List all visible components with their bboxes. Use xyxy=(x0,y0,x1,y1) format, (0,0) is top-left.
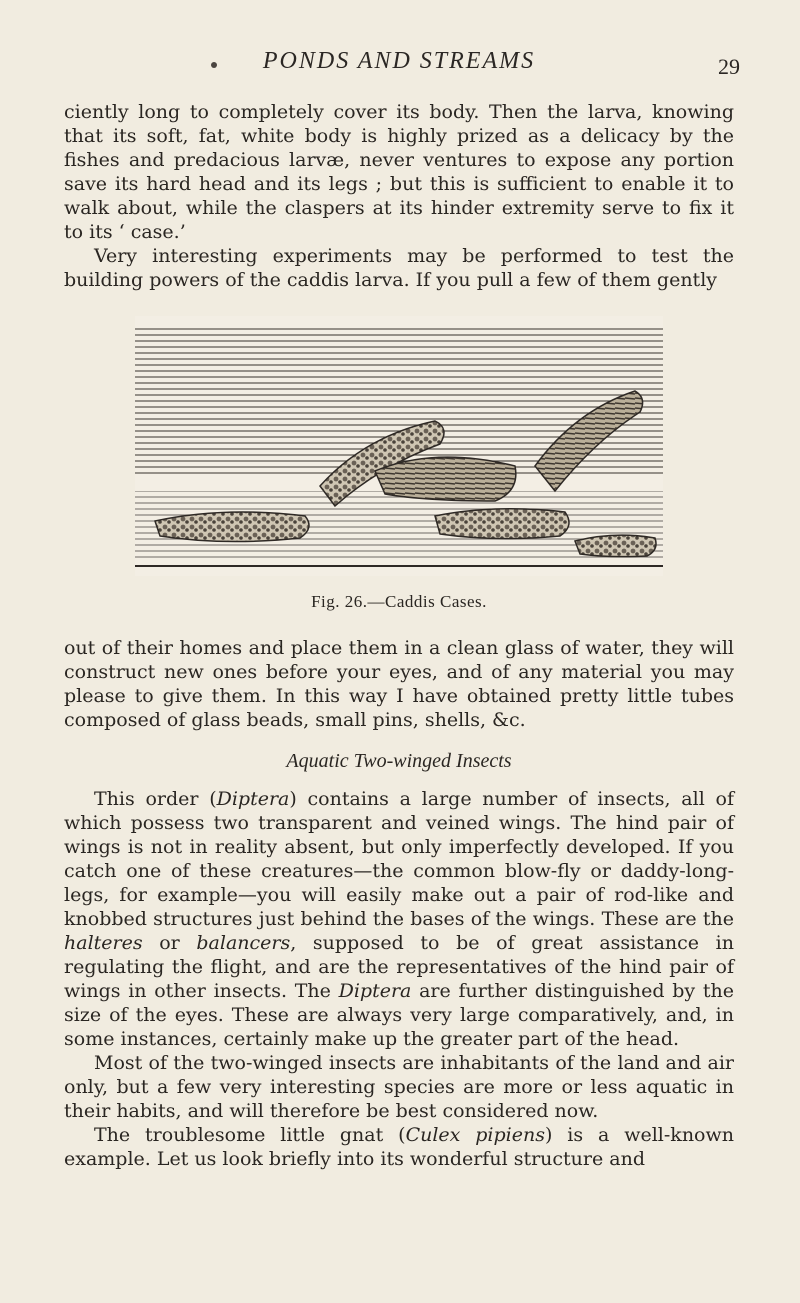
p4-text-a: This order ( xyxy=(94,788,217,810)
p4-term-diptera: Diptera xyxy=(216,788,290,810)
paragraph-4 xyxy=(64,787,734,1051)
section-heading: Aquatic Two-winged Insects xyxy=(286,750,512,772)
running-title: PONDS AND STREAMS xyxy=(262,48,536,74)
caddis-case-1 xyxy=(155,512,309,542)
p4-text-e: or xyxy=(142,932,197,954)
p4-text-i: are further distinguished by the size of the eyes. These are always very large comparatively, and, in some instances, certainly make up the greater part of the head. xyxy=(64,980,734,1050)
p4-term-balancers: balancers xyxy=(196,932,291,954)
caddis-case-3 xyxy=(375,457,516,501)
p6-text-a: The troublesome little gnat ( xyxy=(94,1124,406,1146)
caddis-case-6 xyxy=(575,535,656,557)
paragraph-3: out of their homes and place them in a clean glass of water, they will construct new ones before your eyes, and of any material you may please to give them. In this way I have obtained pretty little tubes composed of glass beads, small pins, shells, &c. xyxy=(64,637,734,731)
paragraph-5: Most of the two-winged insects are inhabitants of the land and air only, but a few very interesting species are more or less aquatic in their habits, and will therefore be best considered now. xyxy=(64,1052,734,1122)
p4-term-diptera-2: Diptera xyxy=(338,980,412,1002)
figure-caption: Fig. 26.—Caddis Cases. xyxy=(311,592,487,611)
paragraph-6 xyxy=(64,1123,734,1171)
paragraph-1: ciently long to completely cover its body. Then the larva, knowing that its soft, fat, white body is highly prized as a delicacy by the fishes and predacious larvæ, never ventures to expose any portion save its hard head and its legs ; but this is sufficient to enable it to walk about, while the claspers at its hinder extremity serve to fix it to its ‘ case.’ xyxy=(64,101,734,243)
caddis-cases-illustration xyxy=(135,316,663,576)
page-header xyxy=(64,0,740,100)
caddis-case-4 xyxy=(435,509,569,539)
figure-caddis-cases xyxy=(64,316,734,612)
p6-text-c: ) is a well-known example. Let us look briefly into its wonderful structure and xyxy=(64,1124,734,1170)
paragraph-2: Very interesting experiments may be performed to test the building powers of the caddis larva. If you pull a few of them gently xyxy=(64,245,734,291)
p6-term-culex: Culex pipiens xyxy=(405,1124,545,1146)
p4-text-c: ) contains a large number of insects, all of which possess two transparent and veined wings. The hind pair of wings is not in reality absent, but only imperfectly developed. If you catch one of these creatures—the common blow-fly or daddy-long-legs, for example—you will easily make out a pair of rod-like and knobbed structures just behind the bases of the wings. These are the xyxy=(64,788,734,930)
p4-term-halteres: halteres xyxy=(64,932,143,954)
p4-text-g: , supposed to be of great assistance in regulating the flight, and are the representatives of the hind pair of wings in other insects. The xyxy=(64,932,734,1002)
page-number: 29 xyxy=(718,54,740,79)
